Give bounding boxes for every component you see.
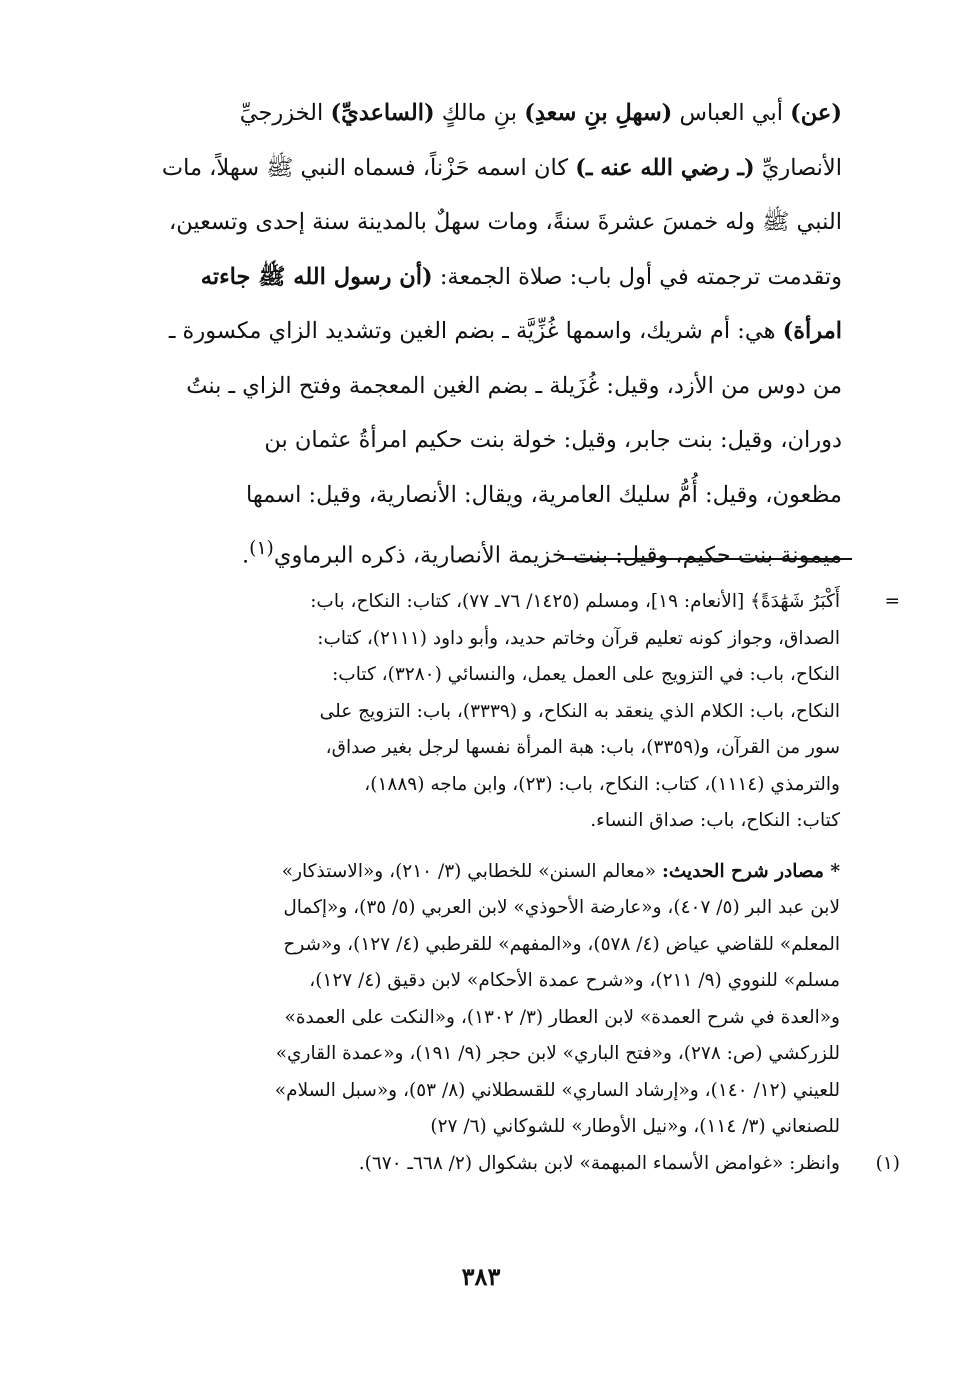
main-line-7: دوران، وقيل: بنت جابر، وقيل: خولة بنت حكيم امرأةُ عثمان بن (264, 427, 842, 453)
footnote-continuation-line: سور من القرآن، و(٣٣٥٩)، باب: هبة المرأة نفسها لرجل بغير صداق، (325, 737, 840, 758)
term-tarddi: (ـ رضي الله عنه ـ) (575, 154, 755, 181)
footnote-continuation-line: النكاح، باب: الكلام الذي ينعقد به النكاح، و (٣٣٣٩)، باب: التزويج على (319, 700, 840, 722)
continuation-mark: = (884, 591, 900, 612)
sources-line: مسلم» للنووي (٩/ ٢١١)، و«شرح عمدة الأحكام» لابن دقيق (٤/ ١٢٧)، (309, 970, 840, 991)
sources-heading: * مصادر شرح الحديث: (662, 860, 840, 882)
sources-line: للزركشي (ص: ٢٧٨)، و«فتح الباري» لابن حجر (٩/ ١٩١)، و«عمدة القاري» (275, 1043, 840, 1064)
footnote-ref-1[interactable]: (١) (249, 538, 274, 559)
main-line-5: امرأة) هي: أم شريك، واسمها غُزِّيَّة ـ بضم الغين وتشديد الزاي مكسورة ـ (168, 318, 842, 344)
term-hadith-quote-end: امرأة) (782, 318, 842, 344)
footnotes (132, 584, 900, 1182)
sources-line: للصنعاني (٣/ ١١٤)، و«نيل الأوطار» للشوكاني (٦/ ٢٧) (430, 1116, 840, 1137)
main-line-4: وتقدمت ترجمته في أول باب: صلاة الجمعة: (أن رسول الله ﷺ جاءته (200, 263, 842, 290)
main-line-8: مظعون، وقيل: أُمُّ سليك العامرية، ويقال: الأنصارية، وقيل: اسمها (246, 481, 842, 508)
footnote-continuation-line: كتاب: النكاح، باب: صداق النساء. (590, 810, 840, 831)
footnote-1-number: (١) (875, 1152, 900, 1174)
sources-line: * مصادر شرح الحديث: «معالم السنن» للخطابي (٣/ ٢١٠)، و«الاستذكار» (281, 860, 840, 882)
footnote-divider (562, 558, 852, 560)
sources-line: لابن عبد البر (٥/ ٤٠٧)، و«عارضة الأحوذي» لابن العربي (٥/ ٣٥)، و«إكمال (283, 897, 840, 918)
footnote-continuation-line: النكاح، باب: في التزويج على العمل يعمل، والنسائي (٣٢٨٠)، كتاب: (332, 664, 840, 685)
main-text (132, 86, 842, 583)
sources-line: للعيني (١٢/ ١٤٠)، و«إرشاد الساري» للقسطلاني (٨/ ٥٣)، و«سبل السلام» (274, 1079, 840, 1101)
footnote-continuation-line: والترمذي (١١١٤)، كتاب: النكاح، باب: (٢٣)، وابن ماجه (١٨٨٩)، (364, 773, 840, 795)
main-line-2: الأنصاريِّ (ـ رضي الله عنه ـ) كان اسمه حَزْناً، فسماه النبي ﷺ سهلاً، مات (161, 154, 842, 181)
term-name: (سهلِ بنِ سعدِ) (524, 100, 673, 126)
main-line-3: النبي ﷺ وله خمسَ عشرةَ سنةً، ومات سهلٌ بالمدينة سنة إحدى وتسعين، (169, 209, 842, 235)
term-an: (عن) (790, 100, 842, 126)
sources-line: المعلم» للقاضي عياض (٤/ ٥٧٨)، و«المفهم» للقرطبي (٤/ ١٢٧)، و«شرح (283, 933, 840, 955)
term-hadith-quote: (أن رسول الله ﷺ جاءته (200, 263, 433, 290)
footnote-continuation-line: الصداق، وجواز كونه تعليم قرآن وخاتم حديد، وأبو داود (٢١١١)، كتاب: (317, 627, 840, 649)
main-line-9: ميمونة بنت حكيم، وقيل: بنت خزيمة الأنصارية، ذكره البرماوي$^{(١)}$. (241, 538, 842, 569)
main-line-6: من دوس من الأزد، وقيل: غُزَيلة ـ بضم الغين المعجمة وفتح الزاي ـ بنتُ (186, 372, 842, 399)
main-line-1: (عن) أبي العباس (سهلِ بنِ سعدِ) بنِ مالكٍ (الساعديِّ) الخزرجيِّ (239, 100, 842, 126)
sources-line: و«العدة في شرح العمدة» لابن العطار (٣/ ١٣٠٢)، و«النكت على العمدة» (284, 1006, 840, 1028)
footnote-1 (132, 1146, 900, 1183)
term-nisba: (الساعديِّ) (330, 100, 435, 126)
page-number: ٣٨٣ (461, 1262, 501, 1291)
footnote-1-text: وانظر: «غوامض الأسماء المبهمة» لابن بشكوال (٢/ ٦٦٨ـ ٦٧٠). (358, 1152, 840, 1174)
footnote-continuation-line: = أَكْبَرُ شَهَٰدَةً﴾ [الأنعام: ١٩]، ومسلم (١٤٢٥/ ٧٦ـ ٧٧)، كتاب: النكاح، باب: (132, 584, 840, 621)
